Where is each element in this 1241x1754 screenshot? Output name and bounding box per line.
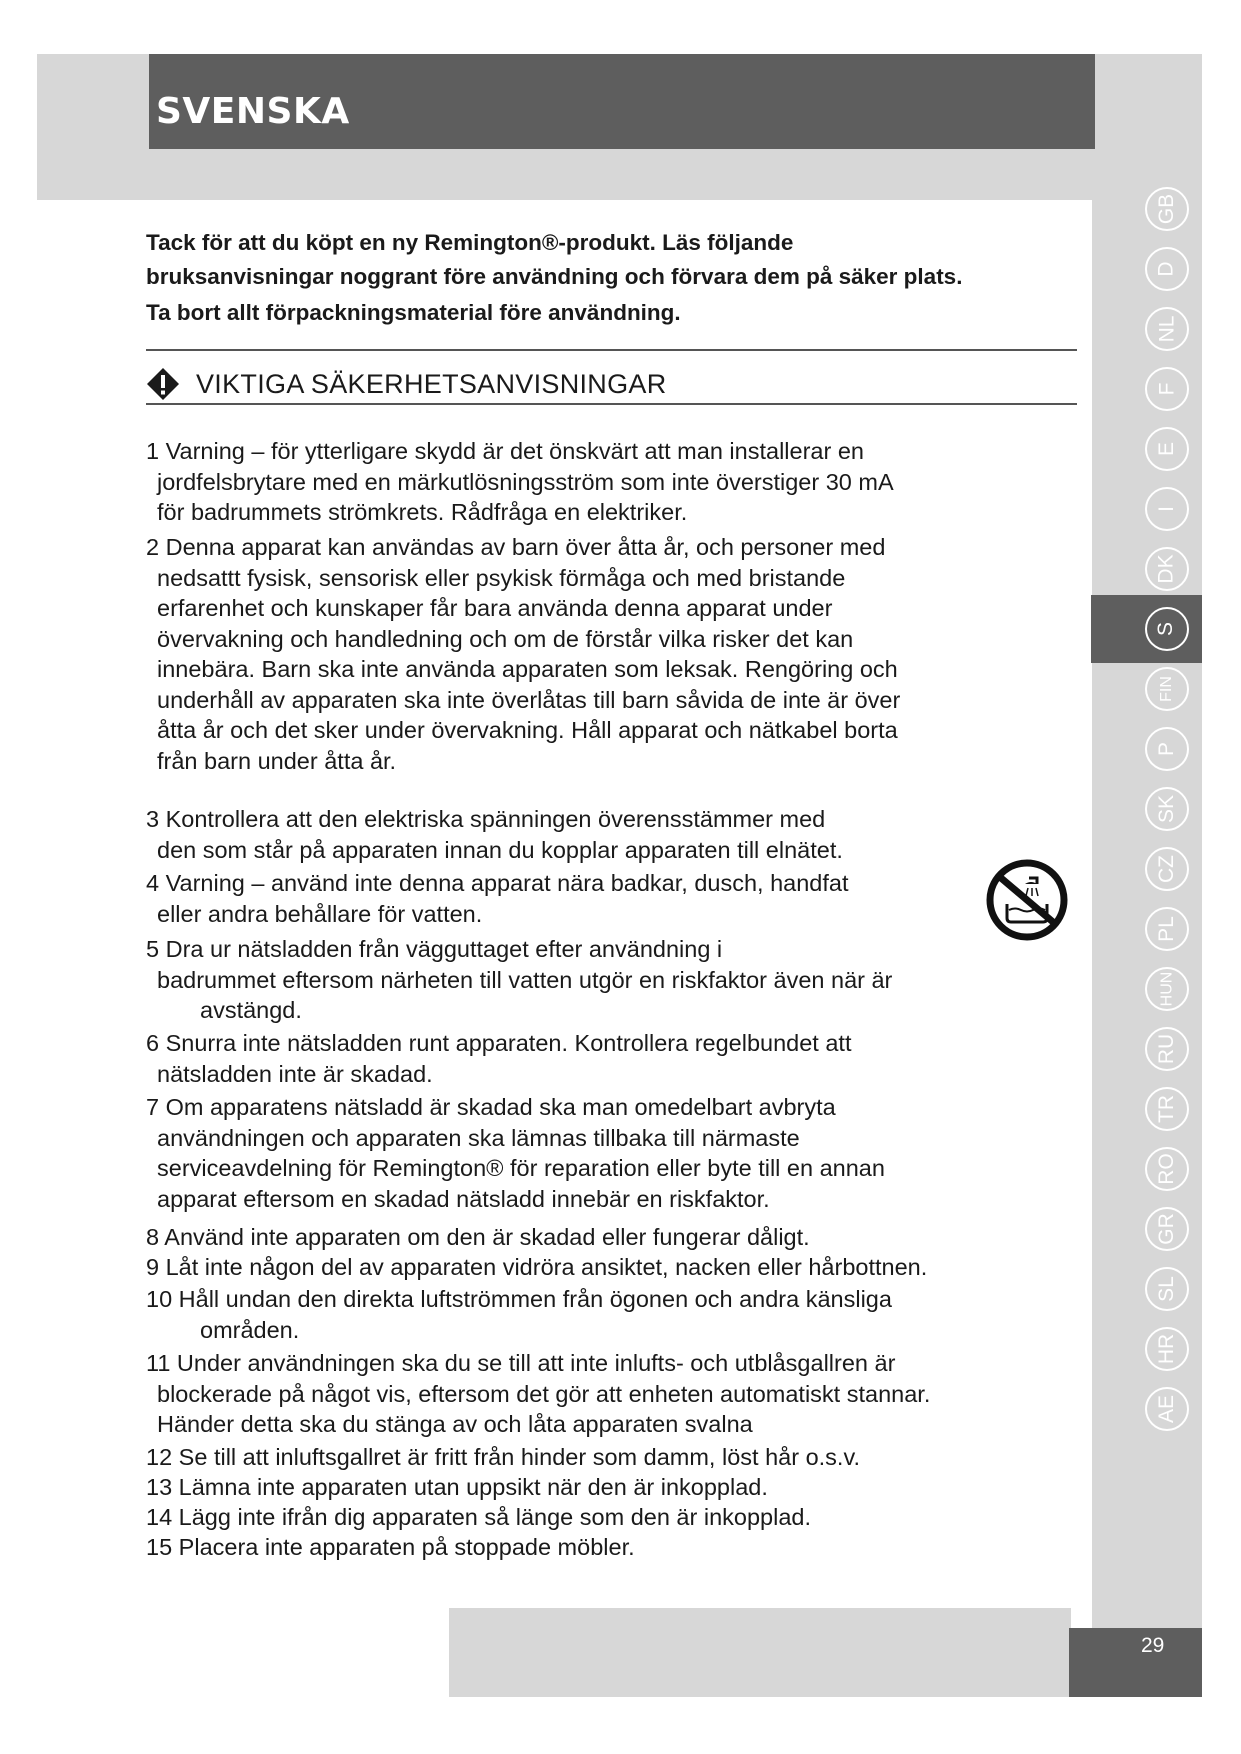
section-header: [146, 364, 667, 404]
page-number: 29: [1141, 1634, 1165, 1657]
language-badge: [1145, 1387, 1189, 1431]
warning-diamond-icon: [146, 367, 180, 401]
language-badge: [1145, 187, 1189, 231]
intro-line: Tack för att du köpt en ny Remington®-produkt. Läs följande: [146, 230, 794, 255]
section-rule-bottom: [146, 403, 1077, 405]
language-tab-ae[interactable]: [1092, 1379, 1202, 1439]
safety-item-line: avstängd.: [200, 997, 302, 1023]
language-badge: [1145, 367, 1189, 411]
language-code: S: [1154, 621, 1178, 637]
safety-item-line: 8 Använd inte apparaten om den är skadad eller fungerar dåligt.: [146, 1224, 810, 1250]
language-code: HUN: [1157, 971, 1175, 1007]
language-code: D: [1154, 261, 1178, 277]
language-badge: [1145, 1327, 1189, 1371]
safety-item-line: för badrummets strömkrets. Rådfråga en elektriker.: [157, 499, 688, 525]
language-tab-e[interactable]: [1092, 419, 1202, 479]
language-code: P: [1154, 741, 1178, 757]
language-badge: [1145, 1027, 1189, 1071]
safety-item-line: 6 Snurra inte nätsladden runt apparaten. Kontrollera regelbundet att: [146, 1030, 852, 1056]
safety-item-line: 12 Se till att inluftsgallret är fritt från hinder som damm, löst hår o.s.v.: [146, 1444, 860, 1470]
safety-item-line: områden.: [200, 1316, 300, 1343]
language-code: DK: [1155, 554, 1178, 584]
language-badge: [1145, 967, 1189, 1011]
language-code: SL: [1155, 1276, 1178, 1302]
safety-item-line: nätsladden inte är skadad.: [157, 1060, 433, 1087]
language-tab-sl[interactable]: [1092, 1259, 1202, 1319]
intro-line: Ta bort allt förpackningsmaterial före användning.: [146, 300, 681, 325]
language-code: E: [1154, 441, 1178, 457]
language-code: NL: [1154, 315, 1178, 343]
language-badge: [1145, 1267, 1189, 1311]
language-badge: [1145, 547, 1189, 591]
safety-item-line: 14 Lägg inte ifrån dig apparaten så länge som den är inkopplad.: [146, 1504, 811, 1530]
language-tab-fin[interactable]: [1092, 659, 1202, 719]
language-code: FIN: [1158, 676, 1175, 702]
language-tab-hr[interactable]: [1092, 1319, 1202, 1379]
safety-item-line: 9 Låt inte någon del av apparaten vidröra ansiktet, nacken eller hårbottnen.: [146, 1254, 928, 1280]
language-badge: [1145, 847, 1189, 891]
language-badge: [1145, 727, 1189, 771]
safety-item-line: 10 Håll undan den direkta luftströmmen från ögonen och andra känsliga: [146, 1286, 892, 1312]
language-badge: [1145, 607, 1189, 651]
safety-item-line: från barn under åtta år.: [157, 747, 397, 774]
language-code: F: [1154, 382, 1178, 396]
safety-item-line: erfarenhet och kunskaper får bara använda denna apparat under: [157, 595, 833, 621]
language-tab-gr[interactable]: [1092, 1199, 1202, 1259]
language-badge: [1145, 907, 1189, 951]
language-tab-sk[interactable]: [1092, 779, 1202, 839]
language-tab-pl[interactable]: [1092, 899, 1202, 959]
language-badge: [1145, 667, 1189, 711]
safety-item-line: eller andra behållare för vatten.: [157, 900, 483, 927]
page-number-box: [1069, 1628, 1202, 1697]
section-rule-top: [146, 349, 1077, 351]
safety-item-line: åtta år och det sker under övervakning. Håll apparat och nätkabel borta: [157, 717, 898, 743]
safety-item-line: innebära. Barn ska inte använda apparaten som leksak. Rengöring och: [157, 656, 898, 682]
safety-item-line: 4 Varning – använd inte denna apparat nära badkar, dusch, handfat: [146, 870, 849, 896]
language-tab-d[interactable]: [1092, 239, 1202, 299]
safety-item-line: underhåll av apparaten ska inte överlåtas till barn såvida de inte är över: [157, 686, 901, 713]
language-code: RU: [1155, 1033, 1178, 1065]
safety-item-line: jordfelsbrytare med en märkutlösningsström som inte överstiger 30 mA: [157, 468, 894, 495]
page-title: SVENSKA: [156, 91, 350, 132]
safety-item-line: 3 Kontrollera att den elektriska spänningen överensstämmer med: [146, 806, 826, 832]
intro-line: bruksanvisningar noggrant före användning och förvara dem på säker plats.: [146, 264, 963, 289]
language-badge: [1145, 787, 1189, 831]
language-badge: [1145, 307, 1189, 351]
language-tab-f[interactable]: [1092, 359, 1202, 419]
language-tab-s[interactable]: [1091, 595, 1202, 663]
language-code: GR: [1155, 1213, 1178, 1245]
language-code: CZ: [1155, 855, 1178, 883]
safety-item-line: Händer detta ska du stänga av och låta apparaten svalna: [157, 1411, 753, 1437]
language-code: I: [1155, 506, 1178, 512]
safety-item-line: nedsattt fysisk, sensorisk eller psykisk förmåga och med bristande: [157, 564, 846, 591]
safety-item-line: 1 Varning – för ytterligare skydd är det önskvärt att man installerar en: [146, 438, 864, 464]
safety-item-line: 5 Dra ur nätsladden från vägguttaget efter användning i: [146, 936, 723, 962]
language-code: TR: [1155, 1095, 1178, 1123]
language-tab-ru[interactable]: [1092, 1019, 1202, 1079]
safety-item-line: 7 Om apparatens nätsladd är skadad ska man omedelbart avbryta: [146, 1094, 836, 1120]
language-badge: [1145, 427, 1189, 471]
language-tab-dk[interactable]: [1092, 539, 1202, 599]
language-tab-tr[interactable]: [1092, 1079, 1202, 1139]
language-code: GB: [1155, 193, 1178, 225]
safety-item-line: 11 Under användningen ska du se till att inte inlufts- och utblåsgallren är: [146, 1350, 896, 1376]
language-tab-i[interactable]: [1092, 479, 1202, 539]
footer-band: [449, 1608, 1071, 1697]
safety-item-line: 2 Denna apparat kan användas av barn över åtta år, och personer med: [146, 534, 886, 560]
language-tab-cz[interactable]: [1092, 839, 1202, 899]
language-code: SK: [1154, 794, 1178, 824]
intro-text: [146, 226, 1076, 330]
language-code: AE: [1154, 1394, 1178, 1424]
language-code: RO: [1155, 1153, 1178, 1185]
safety-item-line: övervakning och handledning och om de förstår vilka risker det kan: [157, 625, 854, 652]
language-badge: [1145, 247, 1189, 291]
language-badge: [1145, 1087, 1189, 1131]
no-water-prohibition-icon: [985, 858, 1069, 942]
safety-item-line: användningen och apparaten ska lämnas tillbaka till närmaste: [157, 1124, 800, 1151]
language-tab-hun[interactable]: [1092, 959, 1202, 1019]
safety-item-line: 13 Lämna inte apparaten utan uppsikt när den är inkopplad.: [146, 1474, 768, 1500]
language-badge: [1145, 1147, 1189, 1191]
language-code: HR: [1155, 1333, 1178, 1365]
language-tab-p[interactable]: [1092, 719, 1202, 779]
language-tab-gb[interactable]: [1092, 179, 1202, 239]
safety-item-line: den som står på apparaten innan du kopplar apparaten till elnätet.: [157, 836, 843, 863]
language-tab-ro[interactable]: [1092, 1139, 1202, 1199]
safety-item-line: apparat eftersom en skadad nätsladd innebär en riskfaktor.: [157, 1185, 770, 1212]
language-code: PL: [1155, 916, 1178, 942]
section-title: VIKTIGA SÄKERHETSANVISNINGAR: [196, 368, 667, 399]
safety-item-line: serviceavdelning för Remington® för reparation eller byte till en annan: [157, 1155, 885, 1181]
language-tab-nl[interactable]: [1092, 299, 1202, 359]
safety-item-line: badrummet eftersom närheten till vatten utgör en riskfaktor även när är: [157, 966, 893, 993]
safety-item-line: 15 Placera inte apparaten på stoppade möbler.: [146, 1534, 635, 1560]
language-badge: [1145, 1207, 1189, 1251]
language-badge: [1145, 487, 1189, 531]
safety-item-line: blockerade på något vis, eftersom det gör att enheten automatiskt stannar.: [157, 1380, 931, 1407]
